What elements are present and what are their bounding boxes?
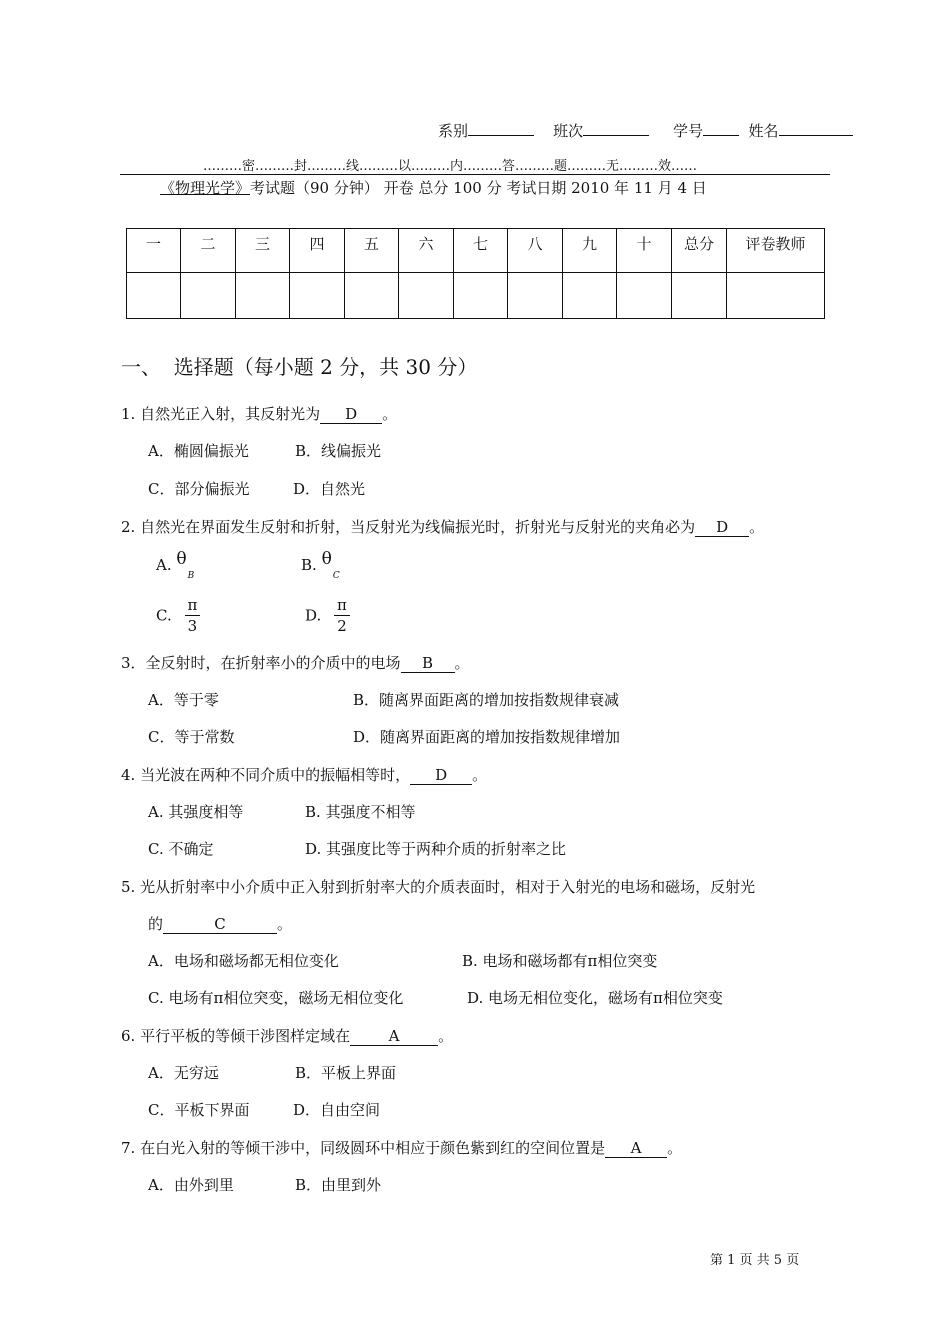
student-no-blank [703, 121, 739, 136]
score-table-header-row [127, 229, 825, 273]
option-d: D. 电场无相位变化，磁场有π相位突变 [467, 989, 723, 1007]
question-stem: 4. 当光波在两种不同介质中的振幅相等时， [121, 766, 411, 784]
score-entry-cell[interactable] [454, 273, 508, 319]
seal-divider [120, 174, 830, 175]
option-b: B．由里到外 [295, 1176, 382, 1194]
question-5-line2 [148, 913, 292, 934]
score-header-cell: 八 [508, 229, 563, 273]
option-c: C．等于常数 [148, 728, 235, 746]
option-b: B．随离界面距离的增加按指数规律衰减 [353, 691, 620, 709]
section-title: 一、 选择题（每小题 2 分，共 30 分） [121, 355, 478, 379]
name-blank [779, 121, 853, 136]
question-stem: 7. 在白光入射的等倾干涉中，同级圆环中相应于颜色紫到红的空间位置是 [121, 1139, 606, 1157]
answer-blank: B [401, 654, 455, 673]
class-blank [583, 121, 649, 136]
subscript-b: B [187, 571, 195, 581]
course-name: 《物理光学》 [160, 179, 251, 197]
question-stem: 2. 自然光在界面发生反射和折射，当反射光为线偏振光时，折射光与反射光的夹角必为 [121, 518, 696, 536]
question-4 [121, 764, 487, 785]
fraction-numerator: π [334, 595, 350, 616]
pi-over-3-fraction [185, 595, 201, 636]
score-header-cell: 五 [345, 229, 399, 273]
answer-blank: D [695, 518, 749, 537]
dept-blank [468, 121, 534, 136]
answer-blank: D [410, 766, 472, 785]
answer-blank: A [350, 1027, 438, 1046]
option-b [301, 549, 340, 581]
score-table [126, 228, 825, 319]
question-3 [121, 652, 470, 673]
option-c: C. 不确定 [148, 840, 214, 858]
question-6 [121, 1025, 453, 1046]
dept-label: 系别 [438, 122, 469, 140]
question-7 [121, 1137, 682, 1158]
option-c [156, 595, 200, 636]
question-end: 。 [667, 1139, 683, 1157]
score-table-entry-row [127, 273, 825, 319]
score-entry-cell[interactable] [399, 273, 454, 319]
subscript-c: C [332, 571, 340, 581]
seal-line-text: ………密………封………线………以………内………答………题………无………效…… [203, 159, 697, 174]
question-stem: 3．全反射时，在折射率小的介质中的电场 [121, 654, 401, 672]
exam-title [160, 177, 707, 198]
score-header-cell: 评卷教师 [727, 229, 825, 273]
option-c: C. 电场有π相位突变，磁场无相位变化 [148, 989, 404, 1007]
question-end: 。 [749, 518, 765, 536]
score-header-cell: 四 [290, 229, 345, 273]
score-entry-cell[interactable] [508, 273, 563, 319]
question-2 [121, 516, 764, 537]
score-header-cell: 十 [617, 229, 672, 273]
question-end: 。 [277, 915, 293, 933]
option-a: A．椭圆偏振光 [148, 442, 249, 460]
question-end: 。 [454, 654, 470, 672]
score-header-cell: 九 [563, 229, 617, 273]
score-entry-cell[interactable] [290, 273, 345, 319]
score-entry-cell[interactable] [345, 273, 399, 319]
fraction-numerator: π [185, 595, 201, 616]
option-letter: A. [156, 556, 172, 574]
theta-c-symbol: θ [321, 549, 332, 569]
score-entry-cell[interactable] [727, 273, 825, 319]
score-entry-cell[interactable] [672, 273, 727, 319]
answer-blank: D [320, 405, 382, 424]
score-header-cell: 一 [127, 229, 181, 273]
page-number: 第 1 页 共 5 页 [710, 1253, 800, 1268]
score-header-cell: 二 [181, 229, 236, 273]
score-entry-cell[interactable] [236, 273, 290, 319]
option-d: D．自由空间 [293, 1101, 381, 1119]
option-c: C．部分偏振光 [148, 480, 250, 498]
option-a: A. 其强度相等 [148, 803, 244, 821]
fraction-denominator: 3 [187, 617, 198, 635]
option-letter: B. [301, 556, 317, 574]
student-no-label: 学号 [672, 122, 703, 140]
option-letter: D. [305, 606, 322, 625]
question-1 [121, 403, 397, 424]
question-end: 。 [438, 1027, 454, 1045]
option-b: B．平板上界面 [295, 1064, 397, 1082]
theta-b-symbol: θ [176, 549, 187, 569]
score-header-cell: 七 [454, 229, 508, 273]
pi-over-2-fraction [334, 595, 350, 636]
option-d: D. 其强度比等于两种介质的折射率之比 [305, 840, 567, 858]
score-entry-cell[interactable] [617, 273, 672, 319]
option-d: D．自然光 [293, 480, 366, 498]
option-d [305, 595, 350, 636]
answer-blank: C [163, 915, 277, 934]
score-entry-cell[interactable] [181, 273, 236, 319]
option-d: D．随离界面距离的增加按指数规律增加 [353, 728, 621, 746]
student-info-line [438, 120, 853, 141]
option-c: C．平板下界面 [148, 1101, 250, 1119]
question-stem: 6. 平行平板的等倾干涉图样定域在 [121, 1027, 351, 1045]
fraction-denominator: 2 [337, 617, 347, 635]
class-label: 班次 [553, 122, 584, 140]
question-stem: 的 [148, 915, 164, 933]
option-a: A．无穷远 [148, 1064, 219, 1082]
score-header-cell: 总分 [672, 229, 727, 273]
option-a: A．由外到里 [148, 1176, 234, 1194]
option-a: A．等于零 [148, 691, 219, 709]
option-b: B. 电场和磁场都有π相位突变 [462, 952, 658, 970]
option-b: B．线偏振光 [295, 442, 382, 460]
score-entry-cell[interactable] [563, 273, 617, 319]
option-a: A．电场和磁场都无相位变化 [148, 952, 339, 970]
answer-blank: A [605, 1139, 667, 1158]
question-5: 5. 光从折射率中小介质中正入射到折射率大的介质表面时，相对于入射光的电场和磁场，反射光 [121, 878, 756, 896]
exam-title-rest: 考试题（90 分钟） 开卷 总分 100 分 考试日期 2010 年 11 月 4 日 [250, 179, 707, 197]
question-stem: 1. 自然光正入射，其反射光为 [121, 405, 321, 423]
score-header-cell: 三 [236, 229, 290, 273]
name-label: 姓名 [748, 122, 779, 140]
score-entry-cell[interactable] [127, 273, 181, 319]
option-a [156, 549, 195, 581]
score-header-cell: 六 [399, 229, 454, 273]
question-end: 。 [382, 405, 398, 423]
question-end: 。 [472, 766, 488, 784]
option-b: B. 其强度不相等 [305, 803, 416, 821]
option-letter: C. [156, 606, 172, 625]
